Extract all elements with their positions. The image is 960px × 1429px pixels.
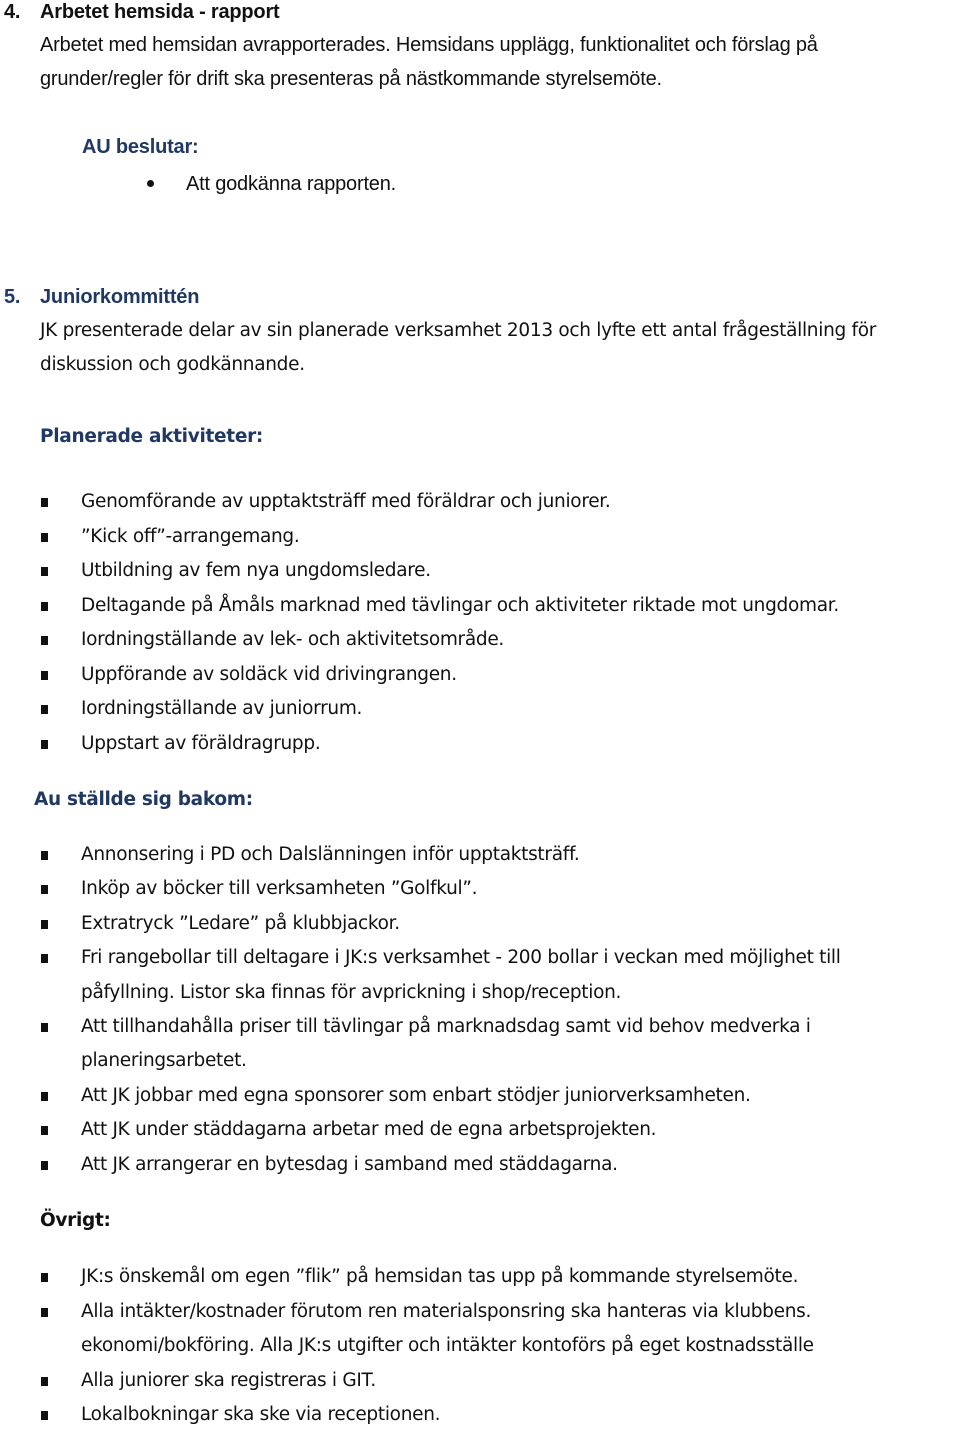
square-bullet-icon [41, 567, 48, 576]
au-backing-item-2: Inköp av böcker till verksamheten ”Golfkul”. [81, 878, 478, 900]
section-4-body-line-1: Arbetet med hemsidan avrapporterades. Hemsidans upplägg, funktionalitet och förslag på [40, 34, 818, 56]
planned-activity-item-5: Iordningställande av lek- och aktivitetsområde. [81, 629, 505, 650]
au-backing-item-4-line-1: Fri rangebollar till deltagare i JK:s verksamhet - 200 bollar i veckan med möjlighet till [81, 947, 841, 969]
planned-activity-item-2: ”Kick off”-arrangemang. [81, 525, 300, 547]
square-bullet-icon [41, 602, 48, 611]
au-backing-item-7: Att JK under städdagarna arbetar med de egna arbetsprojekten. [81, 1119, 657, 1141]
other-item-2-line-2: ekonomi/bokföring. Alla JK:s utgifter och intäkter kontoförs på eget kostnadsställe [81, 1335, 814, 1356]
section-5-number: 5. [4, 286, 21, 308]
section-5-heading: Juniorkommittén [40, 286, 200, 308]
au-backing-item-8: Att JK arrangerar en bytesdag i samband med städdagarna. [81, 1153, 618, 1175]
other-item-4: Lokalbokningar ska ske via receptionen. [81, 1404, 441, 1425]
square-bullet-icon [41, 1377, 48, 1386]
au-backing-item-5-line-1: Att tillhandahålla priser till tävlingar på marknadsdag samt vid behov medverka i [81, 1016, 811, 1037]
square-bullet-icon [41, 920, 48, 929]
au-decision-item: Att godkänna rapporten. [186, 173, 396, 195]
section-4-number: 4. [4, 1, 21, 23]
other-item-1: JK:s önskemål om egen ”flik” på hemsidan tas upp på kommande styrelsemöte. [81, 1266, 799, 1287]
square-bullet-icon [41, 851, 48, 860]
section-4-heading: Arbetet hemsida - rapport [40, 1, 280, 23]
square-bullet-icon [41, 1273, 48, 1282]
square-bullet-icon [41, 740, 48, 749]
other-label: Övrigt: [40, 1210, 111, 1231]
square-bullet-icon [41, 1161, 48, 1170]
square-bullet-icon [41, 1411, 48, 1420]
au-backing-item-5-line-2: planeringsarbetet. [81, 1050, 247, 1072]
square-bullet-icon [41, 954, 48, 963]
square-bullet-icon [41, 1023, 48, 1032]
square-bullet-icon [41, 498, 48, 507]
au-backing-item-3: Extratryck ”Ledare” på klubbjackor. [81, 912, 400, 934]
au-backing-label: Au ställde sig bakom: [34, 789, 253, 810]
planned-activity-item-7: Iordningställande av juniorrum. [81, 698, 363, 719]
section-5-body-line-1: JK presenterade delar av sin planerade verksamhet 2013 och lyfte ett antal frågeställning för [40, 320, 877, 341]
square-bullet-icon [41, 885, 48, 894]
other-item-3: Alla juniorer ska registreras i GIT. [81, 1369, 376, 1391]
square-bullet-icon [41, 1126, 48, 1135]
square-bullet-icon [41, 533, 48, 542]
square-bullet-icon [41, 1308, 48, 1317]
planned-activity-item-1: Genomförande av upptaktsträff med föräldrar och juniorer. [81, 491, 611, 512]
planned-activity-item-8: Uppstart av föräldragrupp. [81, 732, 321, 754]
section-4-body-line-2: grunder/regler för drift ska presenteras på nästkommande styrelsemöte. [40, 68, 662, 90]
square-bullet-icon [41, 705, 48, 714]
square-bullet-icon [41, 1092, 48, 1101]
planned-activity-item-4: Deltagande på Åmåls marknad med tävlingar och aktiviteter riktade mot ungdomar. [81, 594, 839, 616]
au-backing-item-1: Annonsering i PD och Dalslänningen inför upptaktsträff. [81, 844, 580, 865]
planned-activity-item-6: Uppförande av soldäck vid drivingrangen. [81, 663, 457, 685]
other-item-2-line-1: Alla intäkter/kostnader förutom ren materialsponsring ska hanteras via klubbens. [81, 1300, 812, 1322]
square-bullet-icon [41, 671, 48, 680]
au-decision-label: AU beslutar: [82, 136, 199, 158]
round-bullet-icon [147, 180, 154, 187]
planned-activities-label: Planerade aktiviteter: [40, 426, 264, 447]
planned-activity-item-3: Utbildning av fem nya ungdomsledare. [81, 560, 431, 581]
au-backing-item-4-line-2: påfyllning. Listor ska finnas för avprickning i shop/reception. [81, 981, 622, 1003]
section-5-body-line-2: diskussion och godkännande. [40, 354, 305, 375]
au-backing-item-6: Att JK jobbar med egna sponsorer som enbart stödjer juniorverksamheten. [81, 1084, 751, 1106]
square-bullet-icon [41, 636, 48, 645]
